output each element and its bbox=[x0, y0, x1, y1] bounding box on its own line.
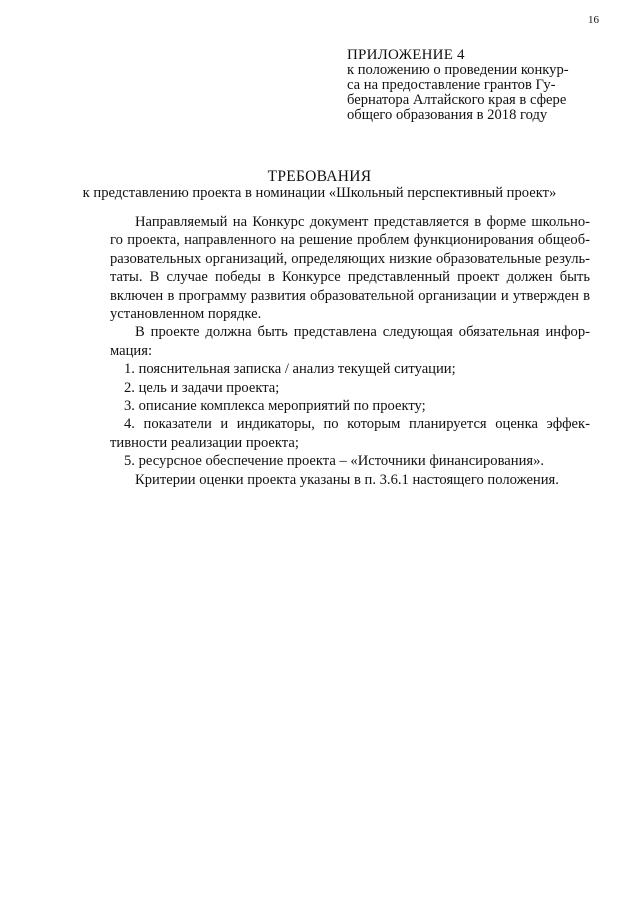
paragraph-line: Направляемый на Конкурс документ представляется в форме школьно- bbox=[135, 214, 590, 230]
appendix-line: к положению о проведении конкур- bbox=[347, 62, 569, 78]
paragraph-line: таты. В случае победы в Конкурсе представленный проект должен быть bbox=[110, 269, 590, 286]
list-item: 2. цель и задачи проекта; bbox=[124, 379, 280, 396]
paragraph-line: разовательных организаций, определяющих низкие образовательные резуль- bbox=[110, 250, 590, 267]
list-item-continuation: тивности реализации проекта; bbox=[110, 434, 299, 451]
paragraph-line: го проекта, направленного на решение проблем функционирования общеоб- bbox=[110, 232, 590, 249]
document-body bbox=[110, 213, 590, 489]
appendix-line: общего образования в 2018 году bbox=[347, 107, 548, 123]
list-item: 1. пояснительная записка / анализ текущей ситуации; bbox=[124, 361, 456, 378]
document-subtitle: к представлению проекта в номинации «Школьный перспективный проект» bbox=[82, 185, 557, 201]
paragraph-line: мация: bbox=[110, 342, 152, 359]
appendix-line: са на предоставление грантов Гу- bbox=[347, 77, 556, 93]
document-title: ТРЕБОВАНИЯ bbox=[267, 168, 372, 185]
list-item: 3. описание комплекса мероприятий по проекту; bbox=[124, 398, 426, 415]
paragraph-intro bbox=[110, 213, 590, 323]
appendix-header bbox=[347, 48, 585, 123]
appendix-title: ПРИЛОЖЕНИЕ 4 bbox=[347, 47, 465, 63]
criteria-note: Критерии оценки проекта указаны в п. 3.6.1 настоящего положения. bbox=[135, 471, 559, 488]
paragraph-requirements bbox=[110, 323, 590, 360]
list-item: 4. показатели и индикаторы, по которым планируется оценка эффек- bbox=[124, 416, 590, 433]
document-title-block bbox=[0, 168, 639, 202]
paragraph-line: включен в программу развития образовательной организации и утвержден в bbox=[110, 287, 590, 304]
paragraph-line: установленном порядке. bbox=[110, 306, 262, 323]
list-item: 5. ресурсное обеспечение проекта – «Источники финансирования». bbox=[124, 453, 545, 470]
appendix-line: бернатора Алтайского края в сфере bbox=[347, 92, 567, 108]
page-number: 16 bbox=[588, 14, 599, 26]
requirements-list bbox=[110, 360, 590, 470]
paragraph-line: В проекте должна быть представлена следующая обязательная инфор- bbox=[135, 324, 590, 341]
